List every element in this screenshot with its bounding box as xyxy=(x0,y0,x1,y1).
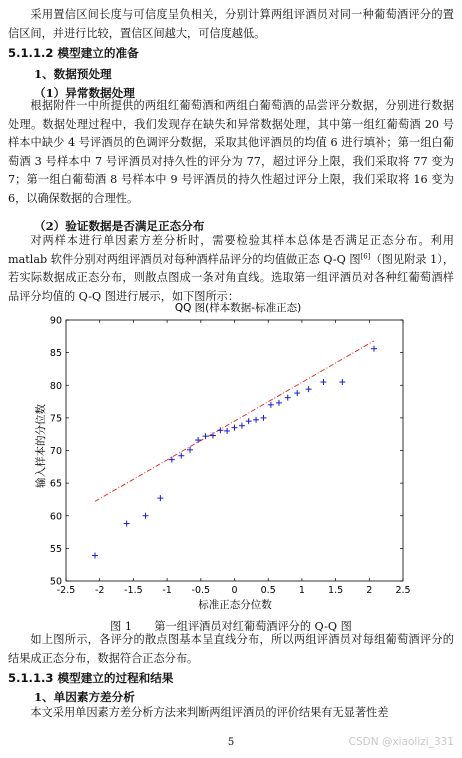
x-axis-label: 标准正态分位数 xyxy=(198,599,272,611)
x-tick-label: 2 xyxy=(366,585,373,596)
data-point xyxy=(92,553,98,559)
plot-frame xyxy=(66,320,403,581)
qq-plot-figure xyxy=(35,296,428,616)
reference-line-group xyxy=(95,341,374,502)
data-point xyxy=(178,453,184,459)
x-tick-label: -1.5 xyxy=(124,585,143,596)
data-point xyxy=(320,379,326,385)
data-point xyxy=(306,386,312,392)
normality-text-part1: 对两样本进行单因素方差分析时，需要检验其样本总体是否满足正态分布。利用 matlab 软件分别对两组评酒员对每种酒样品评分的均值做正态 Q-Q 图 xyxy=(8,234,454,266)
axis-ticks xyxy=(50,316,411,597)
data-point xyxy=(339,379,345,385)
qq-plot-svg xyxy=(35,296,428,616)
y-tick-label: 85 xyxy=(49,348,62,360)
y-tick-label: 65 xyxy=(49,478,62,490)
data-point xyxy=(260,415,266,421)
data-point xyxy=(246,418,252,424)
data-point xyxy=(143,513,149,519)
data-point xyxy=(253,417,259,423)
x-tick-label: 1 xyxy=(298,585,305,596)
chart-title: QQ 图(样本数据-标准正态) xyxy=(174,302,302,314)
anova-paragraph: 本文采用单因素方差分析方法来判断两组评酒员的评价结果有无显著性差 xyxy=(30,706,389,719)
after-figure-paragraph: 如上图所示，各评分的散点图基本呈直线分布，所以两组评酒员对每组葡萄酒评分的结果成正态分布，数据符合正态分布。 xyxy=(8,633,454,665)
data-point xyxy=(224,428,230,434)
data-point xyxy=(195,437,201,443)
subheading-normality-check: （2）验证数据是否满足正态分布 xyxy=(34,219,205,233)
y-tick-label: 70 xyxy=(49,446,62,457)
subheading-anova: 1、单因素方差分析 xyxy=(34,690,135,704)
data-point xyxy=(210,432,216,438)
data-point xyxy=(371,346,377,352)
data-point xyxy=(294,390,300,396)
data-point xyxy=(285,395,291,401)
figure-caption: 图 1 第一组评酒员对红葡萄酒评分的 Q-Q 图 xyxy=(110,620,352,633)
data-point xyxy=(232,425,238,431)
x-tick-label: -2 xyxy=(94,585,105,596)
data-point xyxy=(268,402,274,408)
data-points-group xyxy=(92,346,377,559)
data-point xyxy=(203,433,209,439)
y-tick-label: 80 xyxy=(49,380,62,392)
x-tick-label: -1 xyxy=(162,585,172,596)
data-point xyxy=(276,400,282,406)
y-tick-label: 75 xyxy=(49,413,62,425)
y-tick-label: 90 xyxy=(49,315,62,327)
subheading-abnormal-data: （1）异常数据处理 xyxy=(34,86,135,100)
section-heading-preparation: 5.1.1.2 模型建立的准备 xyxy=(8,46,139,60)
page-number: 5 xyxy=(227,737,235,748)
reference-line xyxy=(95,341,374,502)
x-tick-label: 1.5 xyxy=(328,585,344,596)
normality-text-part2: （图见附录 1），若实际数据成正态分布，则散点图成一条对角直线。选取第一组评酒员对各种红葡萄酒样品评分均值的 Q-Q 图进行展示，如下图所示： xyxy=(8,252,455,303)
data-point xyxy=(157,495,163,501)
y-tick-label: 60 xyxy=(49,511,62,523)
watermark: CSDN @xiaolizi_331 xyxy=(348,736,454,748)
data-point xyxy=(169,457,175,463)
data-point xyxy=(239,423,245,429)
x-tick-label: 2.5 xyxy=(395,585,411,596)
x-tick-label: -0.5 xyxy=(191,585,211,596)
y-tick-label: 55 xyxy=(49,543,62,555)
data-point xyxy=(124,521,130,527)
data-point xyxy=(217,427,223,433)
intro-paragraph xyxy=(8,6,454,43)
subheading-preprocessing: 1、数据预处理 xyxy=(34,67,112,81)
x-tick-label: -2.5 xyxy=(56,585,76,596)
abnormal-data-paragraph: 根据附件一中所提供的两组红葡萄酒和两组白葡萄酒的品尝评分数据，分别进行数据处理。数据处理过程中，我们发现存在缺失和异常数据处理，其中第一组红葡萄酒 20 号样本中缺少 4 号评酒员的色调评分数据，采取其他评酒员的均值 6 进行填补；第一组白葡萄酒 3 号样本中 7 号评酒员对持久性的评分为 77，超过评分上限，我们采取将 77 变为 7；第一组白葡萄酒 8 号样本中 9 号评酒员的持久性超过评分上限，我们采取将 16 变为 6，以确保数据的合理性。 xyxy=(8,99,454,205)
intro-text: 采用置信区间长度与可信度呈负相关，分别计算两组评酒员对同一种葡萄酒评分的置信区间，并进行比较，置信区间越大，可信度越低。 xyxy=(8,8,454,40)
x-tick-label: 0.5 xyxy=(260,585,276,596)
citation-reference: [6] xyxy=(360,251,371,260)
x-tick-label: 0 xyxy=(231,585,238,596)
y-axis-label: 输入样本的分位数 xyxy=(35,404,47,488)
y-tick-label: 50 xyxy=(49,576,62,588)
section-heading-process: 5.1.1.3 模型建立的过程和结果 xyxy=(8,671,174,685)
